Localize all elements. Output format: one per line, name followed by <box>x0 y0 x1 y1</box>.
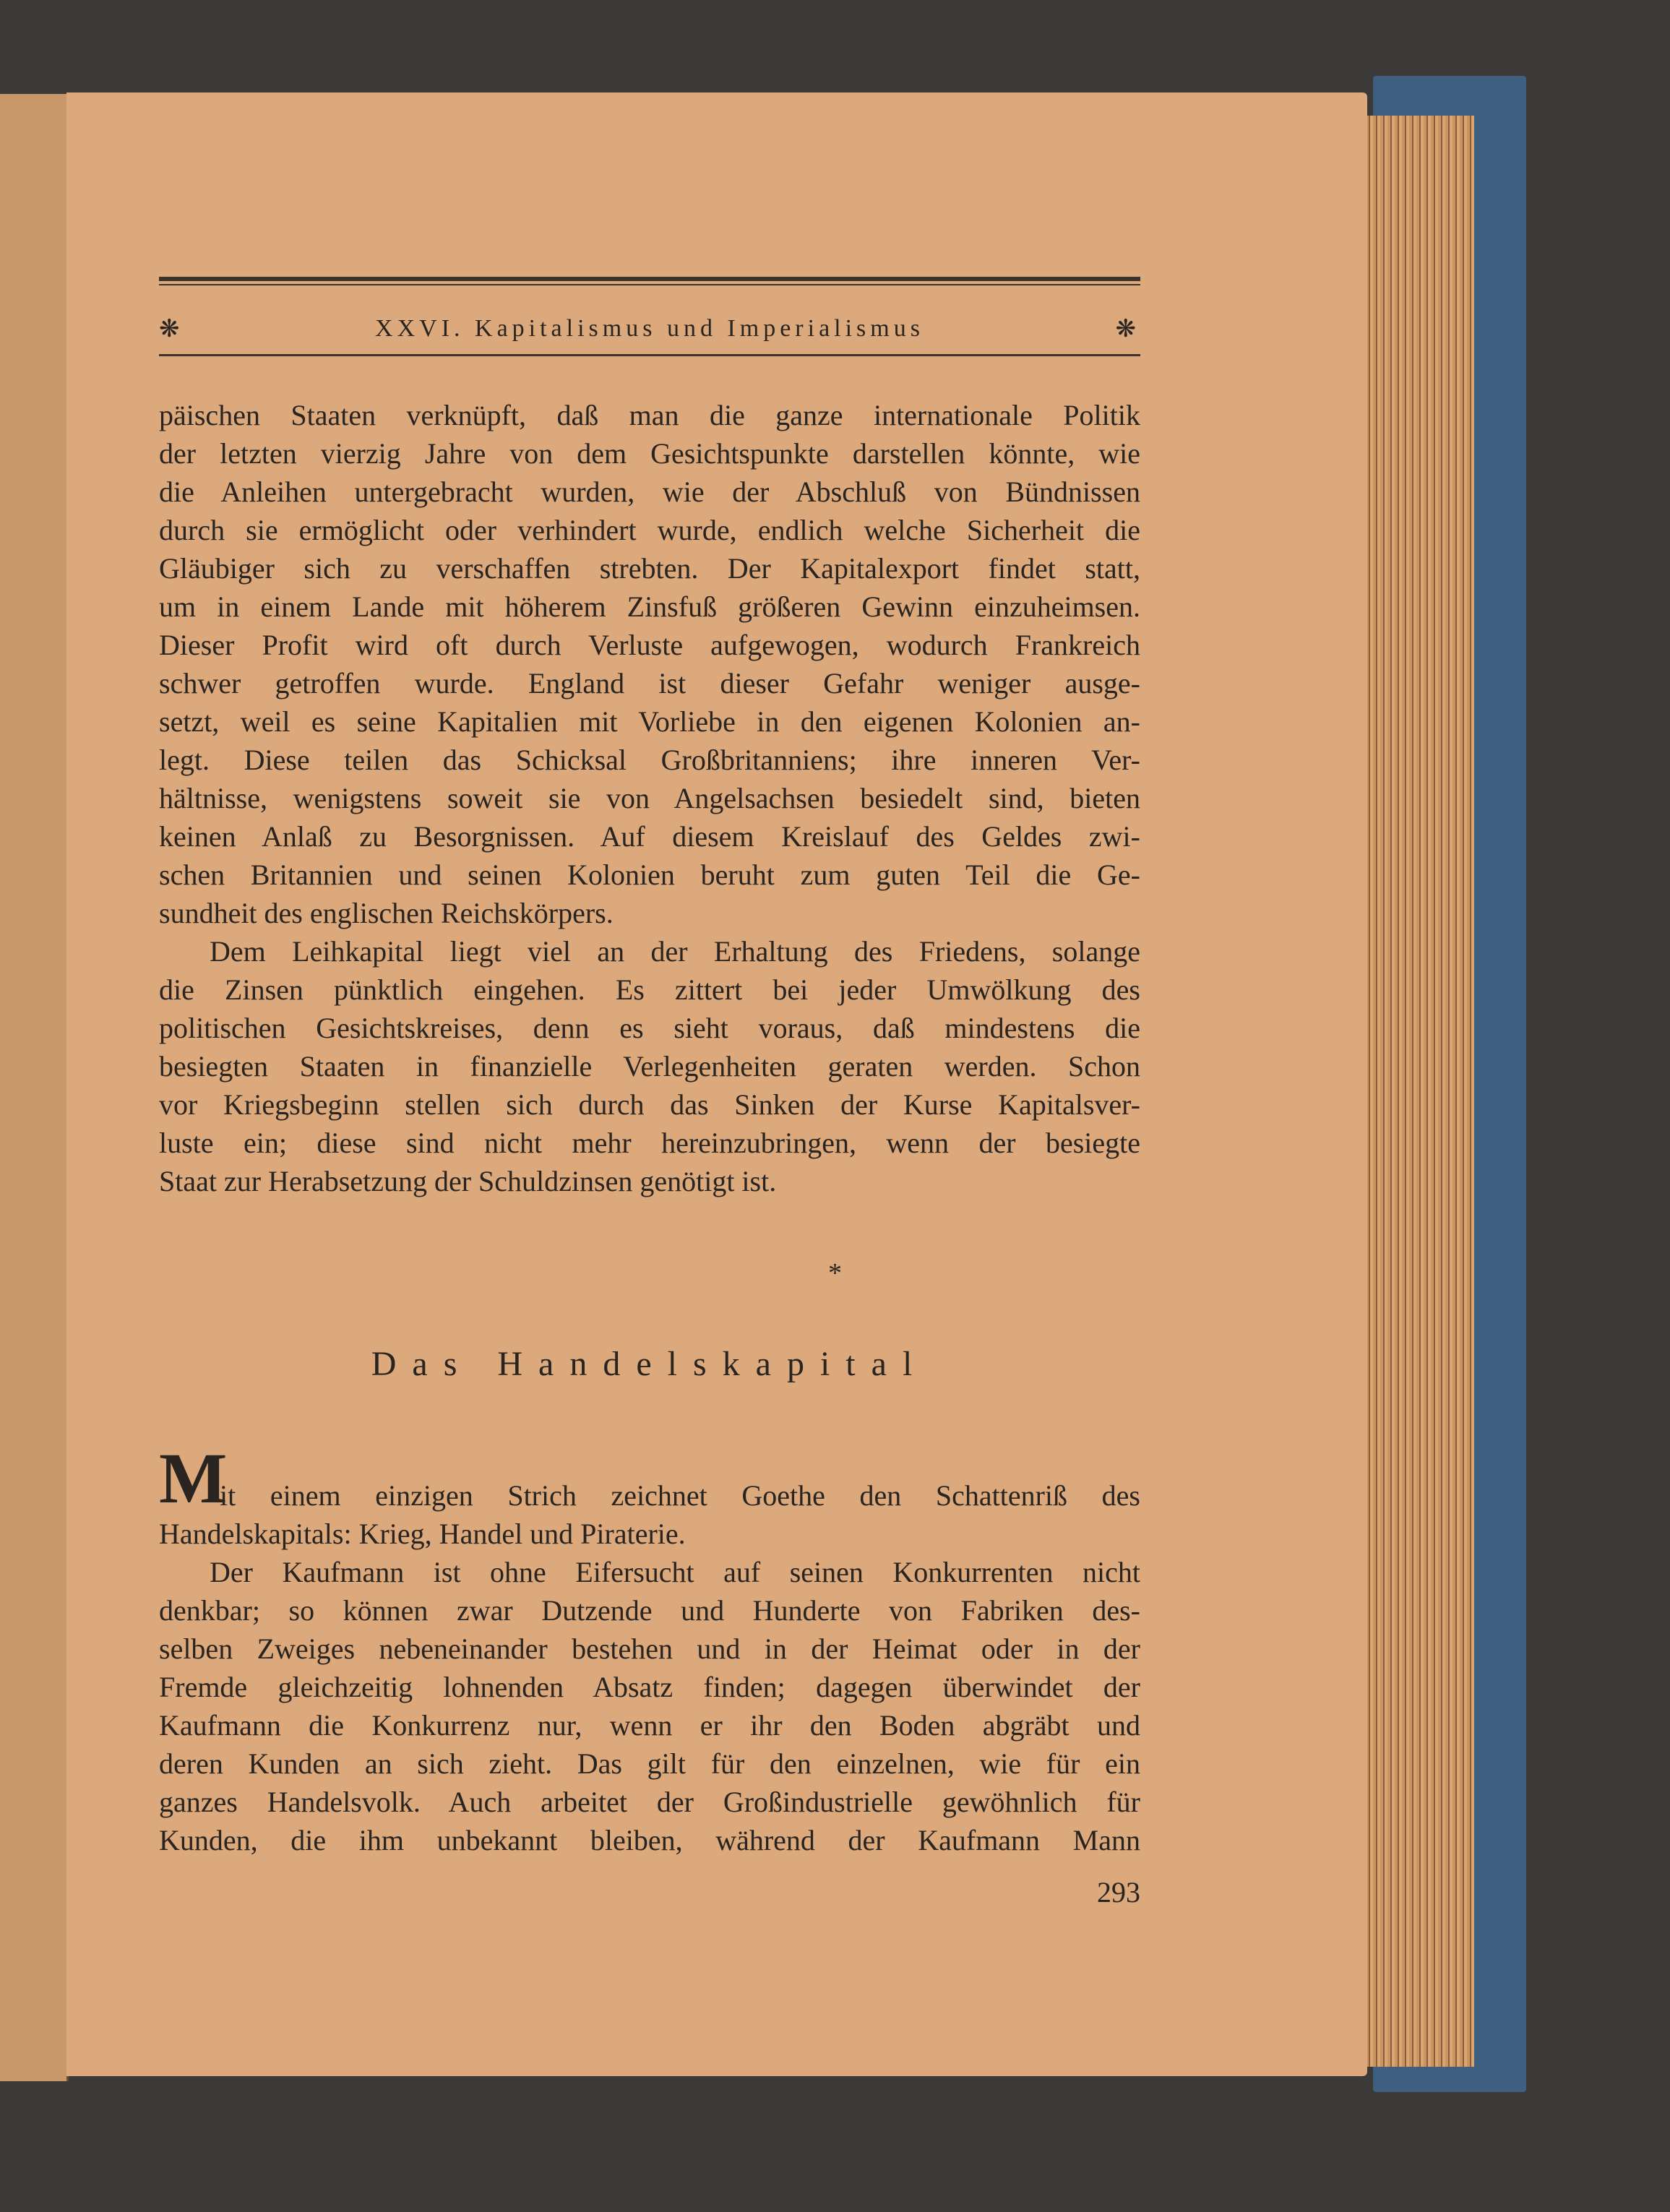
text-line: schwer getroffen wurde. England ist dieser Gefahr weniger ausge- <box>159 667 1140 700</box>
text-line: die Zinsen pünktlich eingehen. Es zittert bei jeder Umwölkung des <box>159 973 1140 1006</box>
text-line: um in einem Lande mit höherem Zinsfuß größeren Gewinn einzuheimsen. <box>159 590 1140 623</box>
text-line: selben Zweiges nebeneinander bestehen und in der Heimat oder in der <box>159 1632 1140 1665</box>
text-line: hältnisse, wenigstens soweit sie von Angelsachsen besiedelt sind, bieten <box>159 782 1140 814</box>
section-heading: Das Handelskapital <box>371 1345 929 1383</box>
text-line: vor Kriegsbeginn stellen sich durch das Sinken der Kurse Kapitalsver- <box>159 1088 1140 1121</box>
text-line: der letzten vierzig Jahre von dem Gesichtspunkte darstellen könnte, wie <box>159 437 1140 470</box>
text-line: it einem einzigen Strich zeichnet Goethe den Schattenriß des <box>220 1479 1140 1512</box>
drop-cap: M <box>159 1438 228 1518</box>
text-line: Handelskapitals: Krieg, Handel und Piraterie. <box>159 1518 686 1550</box>
text-line: ganzes Handelsvolk. Auch arbeitet der Großindustrielle gewöhnlich für <box>159 1786 1140 1818</box>
text-line: Gläubiger sich zu verschaffen strebten. Der Kapitalexport findet statt, <box>159 552 1140 585</box>
text-line: Dem Leihkapital liegt viel an der Erhaltung des Friedens, solange <box>210 935 1140 968</box>
text-line: sundheit des englischen Reichskörpers. <box>159 897 614 929</box>
text-line: Kunden, die ihm unbekannt bleiben, während der Kaufmann Mann <box>159 1824 1140 1856</box>
running-header-title: XXVI. Kapitalismus und Imperialismus <box>375 315 924 342</box>
text-line: Staat zur Herabsetzung der Schuldzinsen genötigt ist. <box>159 1165 777 1197</box>
text-line: die Anleihen untergebracht wurden, wie der Abschluß von Bündnissen <box>159 475 1140 508</box>
text-line: luste ein; diese sind nicht mehr hereinzubringen, wenn der besiegte <box>159 1127 1140 1159</box>
ornament-icon: ❋ <box>159 316 184 343</box>
text-line: durch sie ermöglicht oder verhindert wurde, endlich welche Sicherheit die <box>159 514 1140 546</box>
text-line: Dieser Profit wird oft durch Verluste aufgewogen, wodurch Frankreich <box>159 629 1140 661</box>
left-page-edge <box>0 94 69 2081</box>
text-line: legt. Diese teilen das Schicksal Großbritanniens; ihre inneren Ver- <box>159 744 1140 776</box>
paragraph-leihkapital <box>159 932 1140 1200</box>
paragraph-goethe <box>159 1438 1140 1553</box>
text-line: keinen Anlaß zu Besorgnissen. Auf diesem Kreislauf des Geldes zwi- <box>159 820 1140 853</box>
text-line: politischen Gesichtskreises, denn es sieht voraus, daß mindestens die <box>159 1012 1140 1044</box>
page-block-edges <box>1359 116 1474 2067</box>
text-line: Kaufmann die Konkurrenz nur, wenn er ihr den Boden abgräbt und <box>159 1709 1140 1742</box>
paragraph-kaufmann <box>159 1553 1140 1859</box>
text-line: päischen Staaten verknüpft, daß man die ganze internationale Politik <box>159 399 1140 431</box>
ornament-icon: ❋ <box>1115 316 1140 343</box>
text-line: deren Kunden an sich zieht. Das gilt für den einzelnen, wie für ein <box>159 1747 1140 1780</box>
text-line: Fremde gleichzeitig lohnenden Absatz finden; dagegen überwindet der <box>159 1671 1140 1703</box>
page-number: 293 <box>1097 1876 1140 1908</box>
running-header <box>159 307 1140 350</box>
text-line: setzt, weil es seine Kapitalien mit Vorliebe in den eigenen Kolonien an- <box>159 705 1140 738</box>
text-line: besiegten Staaten in finanzielle Verlegenheiten geraten werden. Schon <box>159 1050 1140 1083</box>
text-line: Der Kaufmann ist ohne Eifersucht auf seinen Konkurrenten nicht <box>210 1556 1140 1588</box>
paragraph-continued <box>159 396 1140 932</box>
header-rule-top <box>159 277 1140 281</box>
header-rule-bottom <box>159 354 1140 356</box>
section-separator: * <box>828 1258 842 1288</box>
header-rule-thin <box>159 284 1140 285</box>
text-line: schen Britannien und seinen Kolonien beruht zum guten Teil die Ge- <box>159 858 1140 891</box>
text-line: denkbar; so können zwar Dutzende und Hunderte von Fabriken des- <box>159 1594 1140 1627</box>
